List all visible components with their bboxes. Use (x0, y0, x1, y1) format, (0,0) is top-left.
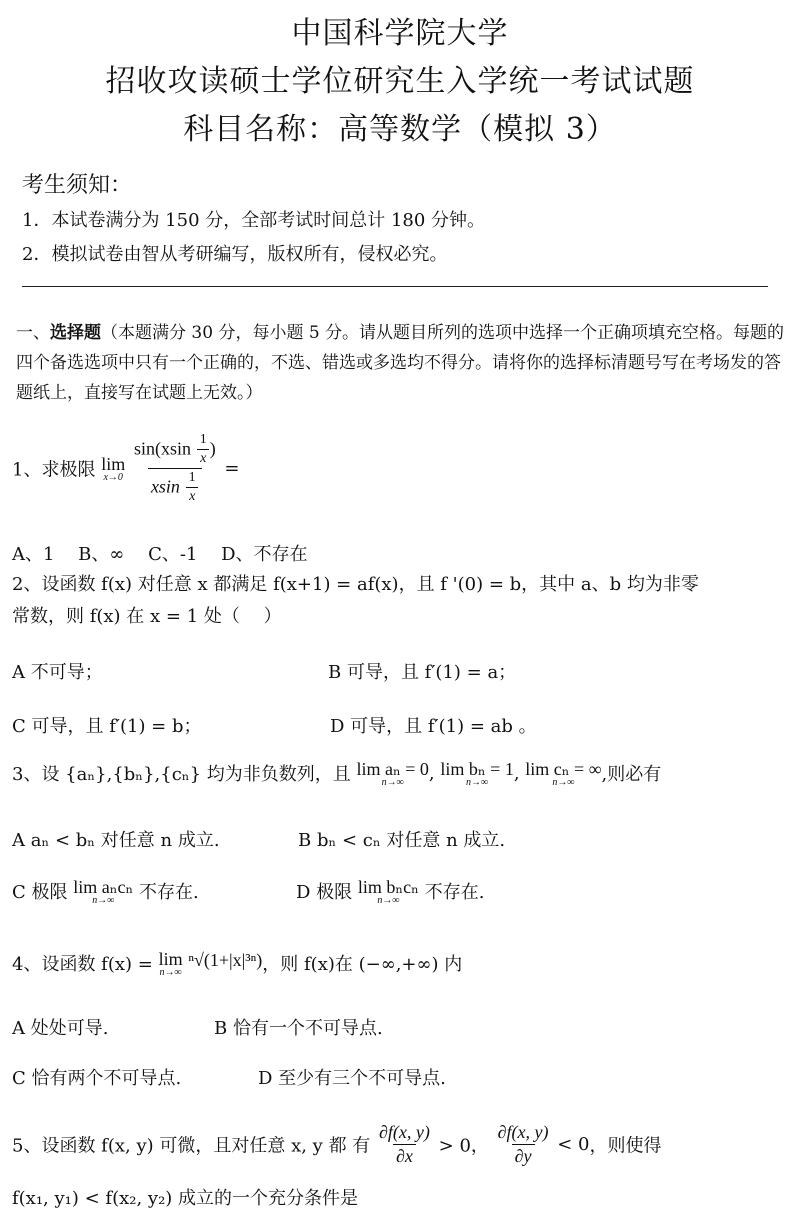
question-3: 3、设 {aₙ},{bₙ},{cₙ} 均为非负数列，且 lim aₙ = 0 n→∞ , lim bₙ = 1 n→∞ , lim cₙ = ∞ n→∞ ,则必有 (12, 759, 662, 788)
question-5: 5、设函数 f(x, y) 可微，且对任意 x, y 都 有 $\frac{\partial f(x, y)}{\partial x}$ > 0， $\frac{\partial f(x, y)}{\partial y}$ < 0，则使得 (12, 1122, 662, 1166)
q4-option-c: C 恰有两个不可导点. (12, 1068, 182, 1089)
q1-suffix: = (224, 458, 240, 479)
q2-line1: 2、设函数 f(x) 对任意 x 都满足 f(x+1) = af(x)，且 f '(0) = b，其中 a、b 均为非零 (12, 574, 699, 595)
q3-limit-b: lim bₙ = 1 n→∞ (440, 759, 514, 788)
question-4 (12, 950, 462, 978)
q3-option-b: B bₙ < cₙ 对任意 n 成立. (298, 830, 506, 851)
section-instructions (16, 318, 786, 408)
q1-options: A、1 B、∞ C、-1 D、不存在 (12, 544, 308, 565)
q3-suffix: ,则必有 (601, 764, 662, 785)
q1-numerator: sin(xsin (133, 438, 191, 459)
q3-option-d: D 极限 lim bₙcₙ n→∞ 不存在. (296, 877, 485, 906)
notice-item-1: 1．本试卷满分为 150 分，全部考试时间总计 180 分钟。 (22, 210, 486, 231)
exam-title-university: 中国科学院大学 (291, 16, 509, 51)
q1-lim-sub: x→0 (103, 471, 123, 483)
q5-line2: f(x₁, y₁) < f(x₂, y₂) 成立的一个充分条件是 (12, 1188, 359, 1209)
q4-option-a: A 处处可导. (12, 1018, 109, 1039)
q1-prefix: 1、求极限 (12, 459, 96, 481)
question-1 (12, 432, 240, 505)
q3-prefix: 3、设 {aₙ},{bₙ},{cₙ} 均为非负数列，且 (12, 764, 351, 785)
q2-line2: 常数，则 f(x) 在 x = 1 处（ ） (12, 606, 282, 627)
q1-denominator: xsin (150, 476, 180, 497)
q5-partial-x: $\frac{\partial f(x, y)}{\partial x}$ (379, 1122, 430, 1166)
q2-option-c: C 可导，且 f′(1) = b； (12, 716, 202, 737)
q4-limit: lim n→∞ (158, 949, 183, 978)
section-number: 一、 (16, 323, 50, 343)
q4-option-b: B 恰有一个不可导点. (214, 1018, 383, 1039)
q4-prefix: 4、设函数 f(x) = (12, 954, 153, 975)
section-name: 选择题 (50, 323, 101, 343)
q3-option-a: A aₙ < bₙ 对任意 n 成立. (12, 830, 220, 851)
q5-prefix: 5、设函数 f(x, y) 可微，且对任意 x, y 都 有 (12, 1135, 371, 1157)
q2-option-d: D 可导，且 f′(1) = ab 。 (330, 716, 537, 737)
q3-limit-a: lim aₙ = 0 n→∞ (356, 759, 429, 788)
q5-partial-y: $\frac{\partial f(x, y)}{\partial y}$ (497, 1122, 549, 1166)
section-text: （本题满分 30 分，每小题 5 分。请从题目所列的选项中选择一个正确项填充空格。每题的四个备选选项中只有一个正确的，不选、错选或多选均不得分。请将你的选择标清题号写在考场发的答题纸上，直接写在试题上无效。） (16, 323, 785, 403)
q1-limit: lim x→0 (101, 453, 126, 483)
q2-option-b: B 可导，且 f′(1) = a； (328, 662, 517, 683)
q4-suffix: ，则 f(x)在 (−∞,+∞) 内 (262, 954, 463, 975)
notice-heading: 考生须知： (22, 173, 133, 198)
q1-fraction: sin(xsin $\frac{1}{x}$ ) xsin $\frac{1}{x}$ (133, 432, 216, 504)
exam-title-program: 招收攻读硕士学位研究生入学统一考试试题 (105, 64, 695, 99)
q3-option-c-limit: lim aₙcₙ n→∞ (73, 877, 134, 906)
q1-den-inner-frac: $\frac{1}{x}$ (186, 470, 199, 505)
q2-option-a: A 不可导； (12, 662, 103, 683)
q3-option-d-limit: lim bₙcₙ n→∞ (357, 877, 419, 906)
notice-item-2: 2．模拟试卷由智从考研编写，版权所有，侵权必究。 (22, 244, 448, 265)
exam-title-subject: 科目名称：高等数学（模拟 3） (183, 112, 617, 147)
q4-option-d: D 至少有三个不可导点. (258, 1068, 446, 1089)
q3-limit-c: lim cₙ = ∞ n→∞ (525, 759, 602, 788)
q3-option-c: C 极限 lim aₙcₙ n→∞ 不存在. (12, 877, 199, 906)
q1-num-inner-frac: $\frac{1}{x}$ (197, 432, 210, 467)
divider-line (22, 286, 768, 287)
q4-root-expression: ⁿ√(1+|x|³ⁿ) (188, 950, 263, 970)
